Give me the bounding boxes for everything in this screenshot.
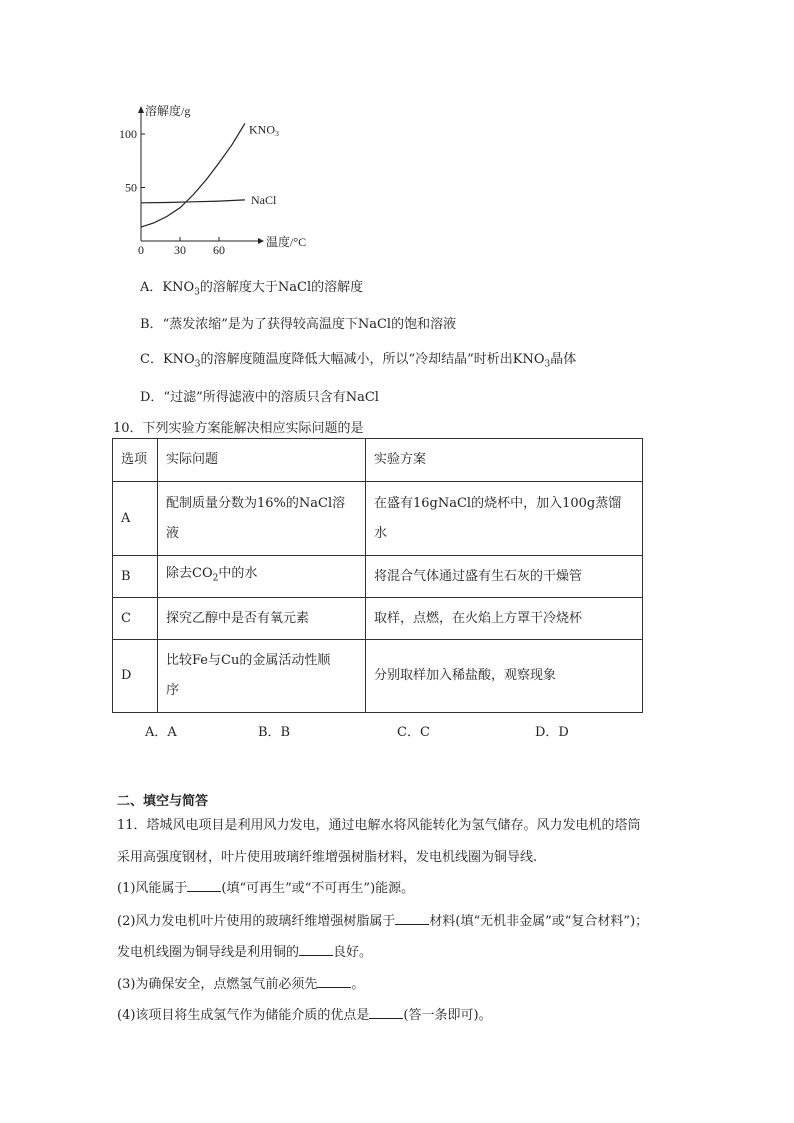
table-row [113, 640, 643, 713]
table-row [113, 598, 643, 640]
y-axis-arrow [138, 106, 144, 113]
row-plan: 在盛有16gNaCl的烧杯中，加入100g蒸馏 水 [366, 482, 643, 556]
row-option: A [113, 482, 158, 556]
answer-d: D．D [535, 725, 569, 740]
row-question: 除去$CO_2$中的水 [158, 556, 366, 598]
answer-blank[interactable] [187, 879, 221, 892]
row-option: B [113, 556, 158, 598]
x-axis-label: 温度/°C [266, 235, 307, 249]
option-b: B．“蒸发浓缩”是为了获得较高温度下NaCl的饱和溶液 [140, 317, 457, 332]
option-d: D．“过滤”所得滤液中的溶质只含有NaCl [140, 390, 379, 405]
q11-stem-line1: 11．塔城风电项目是利用风力发电，通过电解水将风能转化为氢气储存。风力发电机的塔筒 [117, 818, 641, 833]
answer-blank[interactable] [395, 912, 429, 925]
answer-a: A．A [145, 725, 177, 740]
q11-part2-continued: 发电机线圈为铜导线是利用铜的 良好。 [117, 945, 373, 960]
table-header-row [113, 439, 643, 482]
table-row [113, 482, 643, 556]
answer-c: C．C [397, 725, 430, 740]
series-label-kno3: KNO₃ [249, 122, 280, 137]
header-option: 选项 [113, 439, 158, 482]
y-tick-label: 100 [119, 127, 137, 141]
q11-part1: (1)风能属于 (填“可再生”或“不可再生”)能源。 [117, 881, 415, 896]
q11-part2: (2)风力发电机叶片使用的玻璃纤维增强树脂属于 材料(填“无机非金属”或“复合材料”)； [117, 914, 649, 929]
x-tick-label: 30 [174, 243, 186, 257]
row-question: 比较Fe与Cu的金属活动性顺 序 [158, 640, 366, 713]
y-tick-label: 50 [125, 180, 137, 195]
y-axis-label: 溶解度/g [145, 104, 191, 118]
row-plan: 分别取样加入稀盐酸，观察现象 [366, 640, 643, 713]
section-title: 二、填空与简答 [117, 794, 209, 809]
experiment-table [112, 438, 643, 713]
header-question: 实际问题 [158, 439, 366, 482]
answer-b: B．B [258, 725, 291, 740]
series-line-nacl [141, 200, 245, 203]
row-option: D [113, 640, 158, 713]
answer-blank[interactable] [317, 975, 351, 988]
x-tick-label: 60 [213, 243, 225, 257]
answer-blank[interactable] [299, 943, 333, 956]
q10-stem: 10．下列实验方案能解决相应实际问题的是 [113, 421, 364, 436]
q11-part4: (4)该项目将生成氢气作为储能介质的优点是 (答一条即可)。 [117, 1008, 492, 1023]
option-c: C．$KNO_3$的溶解度随温度降低大幅减小，所以“冷却结晶”时析出$KNO_3$晶体 [140, 352, 577, 370]
row-question: 配制质量分数为16%的NaCl溶 液 [158, 482, 366, 556]
answer-blank[interactable] [369, 1006, 403, 1019]
series-label-nacl: NaCl [251, 192, 277, 207]
x-axis-arrow [258, 238, 264, 244]
q11-stem-line2: 采用高强度钢材，叶片使用玻璃纤维增强树脂材料，发电机线圈为铜导线. [117, 850, 538, 865]
x-tick-label: 0 [138, 243, 144, 257]
header-plan: 实验方案 [366, 439, 643, 482]
q11-part3: (3)为确保安全，点燃氢气前必须先 。 [117, 977, 365, 992]
solubility-chart [0, 0, 794, 270]
row-question: 探究乙醇中是否有氧元素 [158, 598, 366, 640]
series-line-kno3 [141, 123, 245, 227]
option-a: A．$KNO_3$的溶解度大于NaCl的溶解度 [140, 280, 364, 298]
row-plan: 将混合气体通过盛有生石灰的干燥管 [366, 556, 643, 598]
row-option: C [113, 598, 158, 640]
table-row [113, 556, 643, 598]
row-plan: 取样，点燃，在火焰上方罩干冷烧杯 [366, 598, 643, 640]
